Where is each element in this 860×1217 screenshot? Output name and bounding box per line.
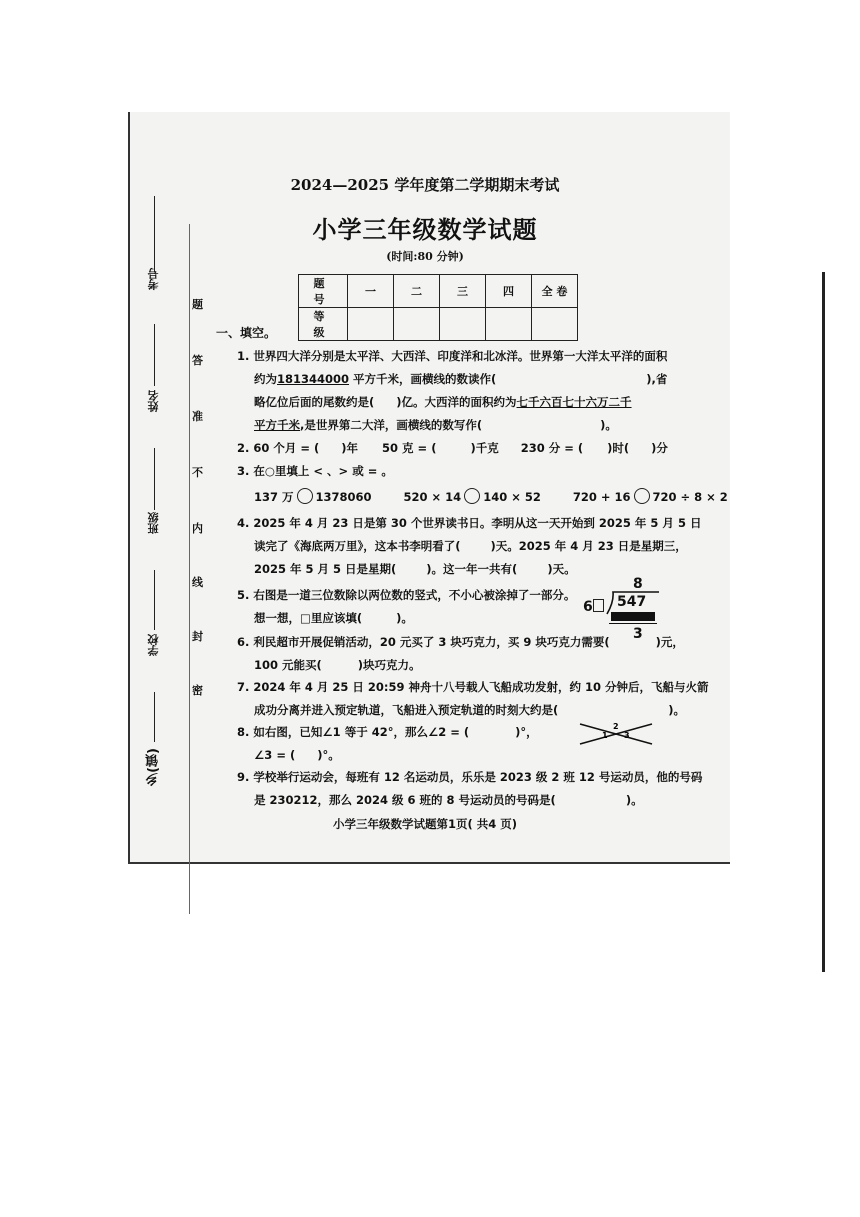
q2: 2. 60 个月 = ( )年 50 克 = ( )千克 230 分 = ( )时( )分 (237, 441, 668, 455)
score-row1-label: 题 号 (299, 275, 348, 308)
score-col-4: 四 (486, 275, 532, 308)
grade-cell[interactable] (348, 308, 394, 341)
score-col-total: 全 卷 (532, 275, 578, 308)
kaohao-line (154, 196, 155, 272)
division-divisor: 6 (583, 599, 604, 615)
q1-underlined-number: 181344000 (277, 372, 350, 386)
angle-label-3: 3 (624, 731, 630, 740)
binding-margin (130, 112, 210, 864)
q4-line-1: 4. 2025 年 4 月 23 日是第 30 个世界读书日。李明从这一天开始到 2025 年 5 月 5 日 (237, 516, 702, 530)
exam-sheet-scan (128, 112, 730, 864)
xiangzhen-line (154, 692, 155, 742)
score-table (298, 274, 578, 341)
exam-subtitle: 小学三年级数学试题 (312, 216, 538, 244)
q8-line-2: ∠3 = ( )°。 (254, 748, 340, 762)
score-table-grade-row (299, 308, 578, 341)
q5-line-2: 想一想，□里应该填( )。 (254, 611, 413, 625)
division-dividend: 547 (617, 594, 647, 610)
seal-char-da: 答 (192, 354, 203, 367)
score-col-3: 三 (440, 275, 486, 308)
q9-line-1: 9. 学校举行运动会，每班有 12 名运动员，乐乐是 2023 级 2 班 12 号运动员，他的号码 (237, 770, 703, 784)
q7-line-1: 7. 2024 年 4 月 25 日 20:59 神舟十八号载人飞船成功发射，约 10 分钟后，飞船与火箭 (237, 680, 709, 694)
q3-comparisons: 137 万 1378060 520 × 14 140 × 52 720 + 16 720 ÷ 8 × 2 (254, 490, 728, 504)
field-xiangzhen: 乡(镇) (146, 748, 161, 786)
compare-circle[interactable] (464, 488, 480, 504)
seal-char-ti: 题 (192, 298, 203, 311)
q4-line-3: 2025 年 5 月 5 日是星期( )。这一年一共有( )天。 (254, 562, 576, 576)
division-subtraction-line (609, 623, 657, 624)
q8-line-1: 8. 如右图，已知∠1 等于 42°，那么∠2 = ( )°， (237, 725, 538, 739)
q3-text: 3. 在○里填上 < 、> 或 = 。 (237, 464, 393, 478)
q5-line-1: 5. 右图是一道三位数除以两位数的竖式，不小心被涂掉了一部分。 (237, 588, 576, 602)
field-xuexiao: 学校 (147, 634, 160, 656)
division-remainder: 3 (633, 626, 643, 642)
angle-figure (578, 718, 654, 746)
compare-circle[interactable] (634, 488, 650, 504)
grade-cell[interactable] (440, 308, 486, 341)
grade-cell[interactable] (532, 308, 578, 341)
q7-line-2: 成功分离并进入预定轨道，飞船进入预定轨道的时刻大约是( )。 (254, 703, 686, 717)
right-border-line (822, 272, 825, 972)
seal-char-nei: 内 (192, 522, 203, 535)
q6-line-1: 6. 利民超市开展促销活动，20 元买了 3 块巧克力，买 9 块巧克力需要( )元， (237, 635, 684, 649)
q4-line-2: 读完了《海底两万里》，这本书李明看了( )天。2025 年 4 月 23 日是星期三， (254, 539, 687, 553)
seal-char-zhun: 准 (192, 410, 203, 423)
seal-char-xian: 线 (192, 576, 203, 589)
score-col-2: 二 (394, 275, 440, 308)
compare-circle[interactable] (297, 488, 313, 504)
field-kaohao: 考号 (147, 268, 160, 290)
score-table-header-row (299, 275, 578, 308)
score-row2-label: 等 级 (299, 308, 348, 341)
q1-line-3: 略亿位后面的尾数约是( )亿。大西洋的面积约为七千六百七十六万二千 (254, 395, 632, 409)
q9-line-2: 是 230212，那么 2024 级 6 班的 8 号运动员的号码是( )。 (254, 793, 643, 807)
grade-cell[interactable] (394, 308, 440, 341)
q1-underlined-words: 七千六百七十六万二千 (516, 395, 632, 409)
grade-cell[interactable] (486, 308, 532, 341)
field-xingming: 姓名 (147, 390, 160, 412)
page-footer: 小学三年级数学试题第1页( 共4 页) (332, 817, 518, 831)
xuexiao-line (154, 570, 155, 630)
banji-line (154, 448, 155, 510)
smudged-product (611, 612, 655, 621)
section-1-heading: 一、填空。 (216, 326, 277, 340)
angle-label-1: 1 (602, 731, 608, 740)
angle-label-2: 2 (613, 722, 619, 731)
divisor-blank-box[interactable] (593, 599, 604, 612)
q1-line-2: 约为181344000 平方千米，画横线的数读作( ),省 (254, 372, 668, 386)
seal-char-mi: 密 (192, 684, 203, 697)
exam-time: (时间:80 分钟) (386, 250, 464, 263)
q6-line-2: 100 元能买( )块巧克力。 (254, 658, 421, 672)
binding-line (189, 224, 190, 914)
seal-char-bu: 不 (192, 466, 203, 479)
score-col-1: 一 (348, 275, 394, 308)
field-banji: 班级 (147, 512, 160, 534)
exam-title: 2024—2025 学年度第二学期期末考试 (290, 176, 560, 194)
q1-line-4: 平方千米,是世界第二大洋，画横线的数写作( )。 (254, 418, 617, 432)
xingming-line (154, 324, 155, 386)
division-quotient: 8 (633, 576, 643, 592)
q1-line-1: 1. 世界四大洋分别是太平洋、大西洋、印度洋和北冰洋。世界第一大洋太平洋的面积 (237, 349, 668, 363)
seal-char-feng: 封 (192, 630, 203, 643)
